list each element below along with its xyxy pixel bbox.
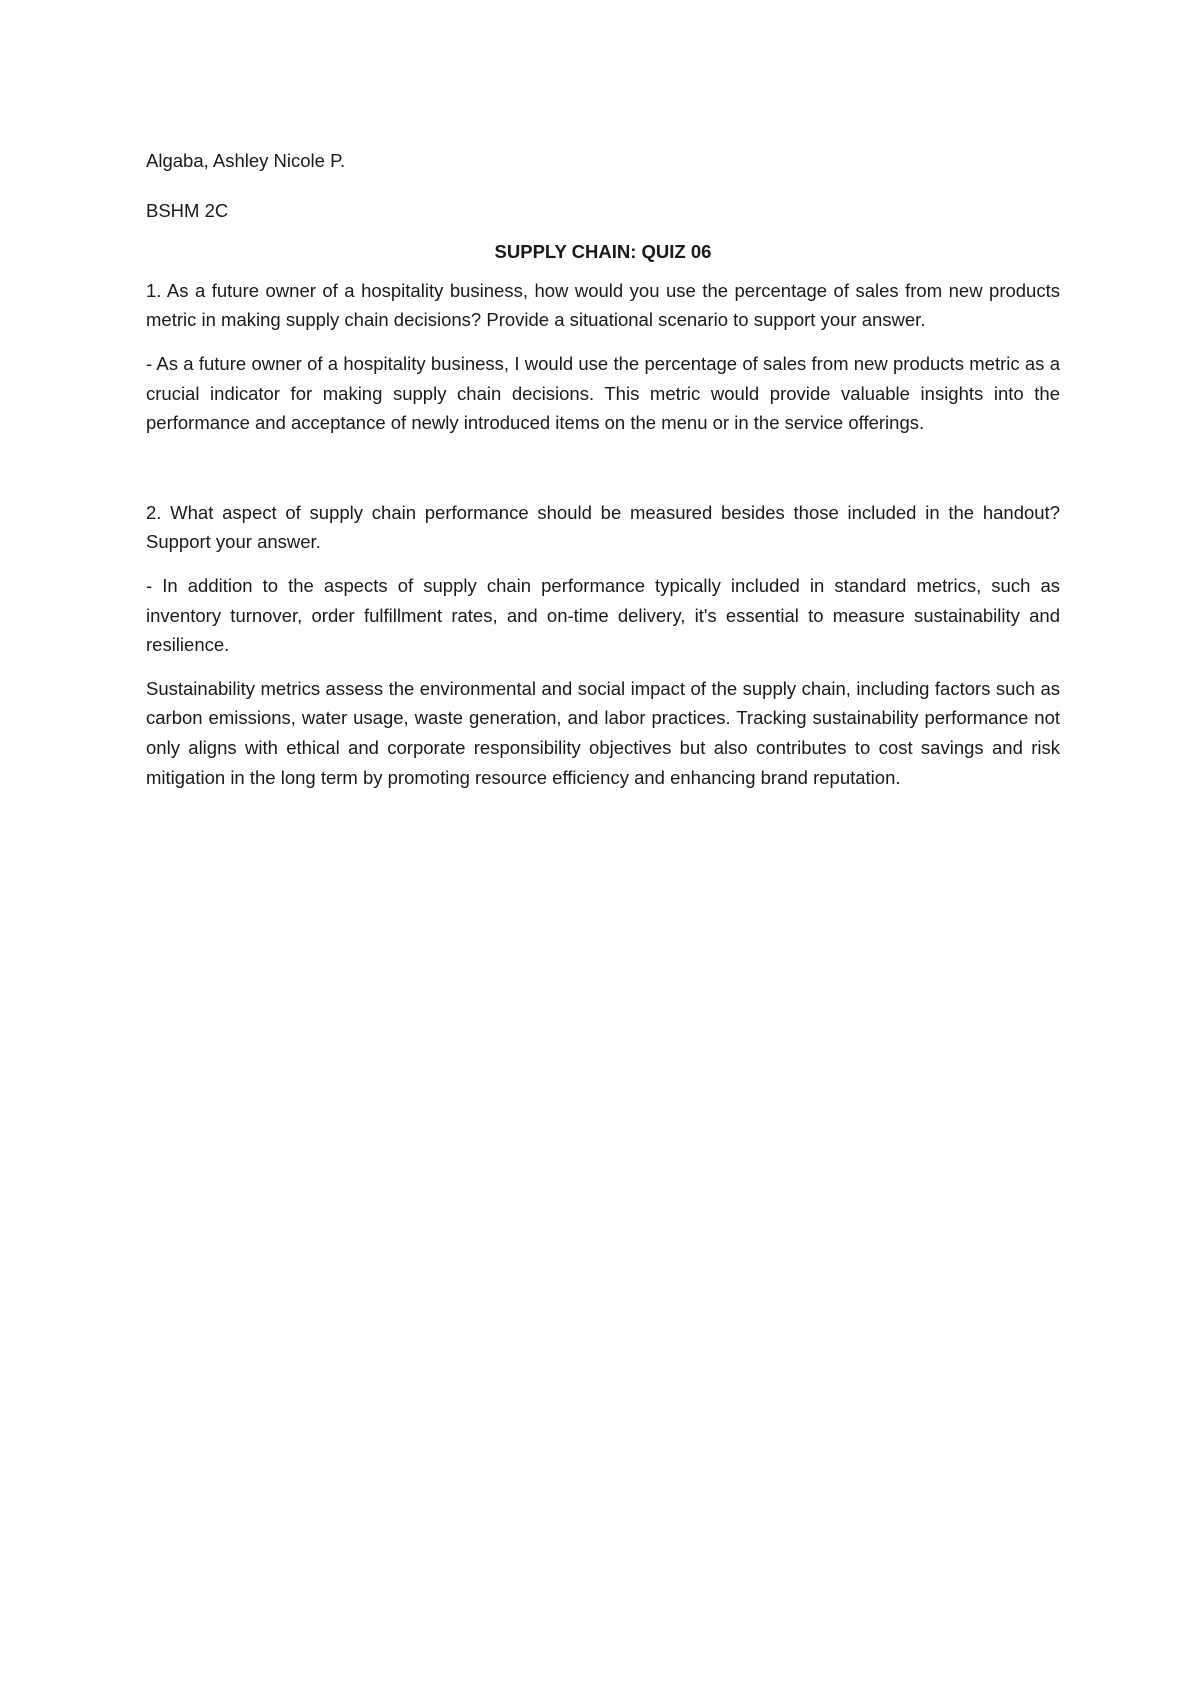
question-1: 1. As a future owner of a hospitality business, how would you use the percentage of sales from new products metric in making supply chain decisions? Provide a situational scenario to support your answer. <box>146 279 1060 331</box>
answer-1-paragraph-1: - As a future owner of a hospitality business, I would use the percentage of sales from new products metric as a crucial indicator for making supply chain decisions. This metric would provide valuable insights into the performance and acceptance of newly introduced items on the menu or in the service offerings. <box>146 352 1060 434</box>
section-spacer <box>146 452 1060 498</box>
answer-2-paragraph-2: Sustainability metrics assess the environmental and social impact of the supply chain, including factors such as carbon emissions, water usage, waste generation, and labor practices. Tracking sustainability performance not only aligns with ethical and corporate responsibility objectives but also contributes to cost savings and risk mitigation in the long term by promoting resource efficiency and enhancing brand reputation. <box>146 677 1060 788</box>
question-2: 2. What aspect of supply chain performance should be measured besides those included in the handout? Support your answer. <box>146 501 1060 553</box>
document-title: SUPPLY CHAIN: QUIZ 06 <box>494 241 712 263</box>
student-section: BSHM 2C <box>146 199 229 221</box>
student-name: Algaba, Ashley Nicole P. <box>146 150 346 171</box>
answer-2-paragraph-1: - In addition to the aspects of supply chain performance typically included in standard metrics, such as inventory turnover, order fulfillment rates, and on-time delivery, it's essential to measure sustainability and resilience. <box>146 574 1060 656</box>
document-page <box>146 146 1060 806</box>
